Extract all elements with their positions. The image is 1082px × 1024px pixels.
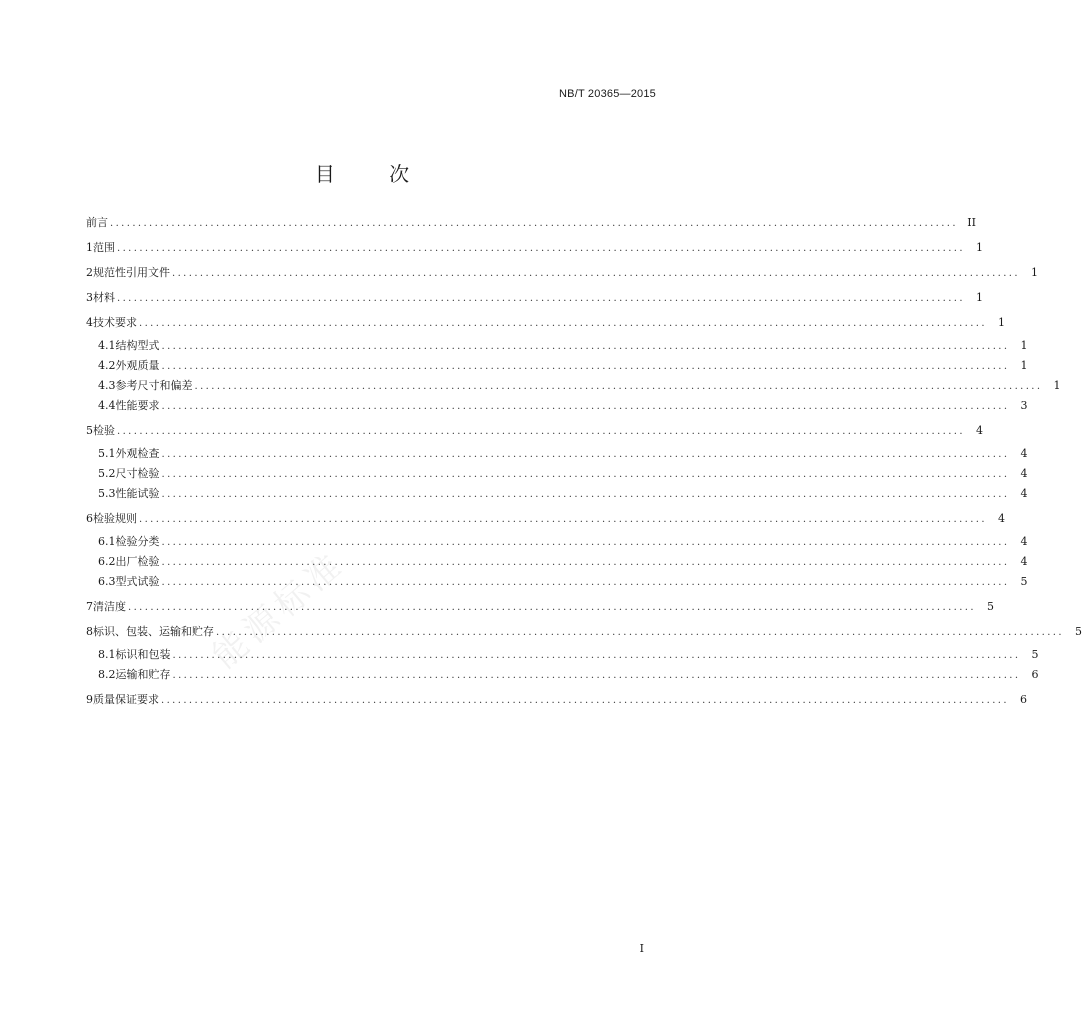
- toc-entry-label: 性能要求: [115, 399, 160, 412]
- toc-entry-label: 标识和包装: [115, 648, 171, 661]
- toc-entry-label: 质量保证要求: [93, 693, 159, 706]
- toc-entry-page: 5: [986, 600, 994, 613]
- dot-leader: ........................................................................................................................................................: [161, 449, 1010, 460]
- toc-entry[interactable]: [86, 623, 1082, 639]
- toc-entry-page: 6: [1031, 668, 1039, 681]
- toc-entry-page: 4: [975, 424, 983, 437]
- toc-subentry[interactable]: [86, 533, 1028, 549]
- toc-entry-label: 标识、包装、运输和贮存: [93, 625, 214, 638]
- dot-leader: ........................................................................................................................................................: [172, 670, 1021, 681]
- toc-entry-page: 6: [1019, 693, 1027, 706]
- toc-entry-number: 4.3: [98, 379, 116, 392]
- dot-leader: ........................................................................................................................................................: [117, 243, 965, 254]
- toc-entry-page: II: [967, 216, 976, 229]
- toc-entry-number: 6: [86, 512, 93, 525]
- dot-leader: ........................................................................................................................................................: [161, 577, 1010, 588]
- toc-subentry[interactable]: [86, 465, 1028, 481]
- dot-leader: ........................................................................................................................................................: [117, 426, 965, 437]
- toc-entry[interactable]: [86, 264, 1038, 280]
- toc-entry-number: 4.4: [98, 399, 116, 412]
- dot-leader: ........................................................................................................................................................: [161, 401, 1010, 412]
- dot-leader: ........................................................................................................................................................: [194, 381, 1043, 392]
- toc-entry[interactable]: [86, 239, 983, 255]
- toc-subentry[interactable]: [86, 485, 1028, 501]
- toc-entry[interactable]: [86, 598, 994, 614]
- toc-entry-number: 5: [86, 424, 93, 437]
- toc-entry-label: 出厂检验: [115, 555, 160, 568]
- toc-entry-label: 型式试验: [115, 575, 160, 588]
- toc-entry-label: 外观质量: [115, 359, 160, 372]
- toc-entry-label: 规范性引用文件: [93, 266, 170, 279]
- toc-entry-page: 1: [975, 291, 983, 304]
- dot-leader: ........................................................................................................................................................: [161, 489, 1010, 500]
- watermark: 能源标准: [205, 543, 354, 677]
- toc-entry-number: 4.2: [98, 359, 116, 372]
- dot-leader: ........................................................................................................................................................: [161, 341, 1010, 352]
- toc-entry-page: 5: [1074, 625, 1082, 638]
- toc-subentry[interactable]: [86, 377, 1061, 393]
- dot-leader: ........................................................................................................................................................: [139, 318, 987, 329]
- toc-entry[interactable]: [86, 289, 983, 305]
- toc-title: 目 次: [314, 162, 434, 186]
- toc-entry-number: 4.1: [98, 339, 116, 352]
- toc-entry-label: 检验分类: [115, 535, 160, 548]
- toc-entry-number: 6.3: [98, 575, 116, 588]
- toc-entry-label: 参考尺寸和偏差: [115, 379, 193, 392]
- dot-leader: ........................................................................................................................................................: [172, 268, 1020, 279]
- toc-entry-label: 检验: [93, 424, 115, 437]
- toc-entry-label: 范围: [93, 241, 115, 254]
- toc-entry-label: 技术要求: [93, 316, 137, 329]
- toc-subentry[interactable]: [86, 666, 1039, 682]
- dot-leader: ........................................................................................................................................................: [161, 695, 1009, 706]
- document-code: NB/T 20365—2015: [559, 88, 656, 100]
- toc-entry-page: 4: [1020, 535, 1028, 548]
- toc-entry[interactable]: [86, 422, 983, 438]
- toc-entry-number: 1: [86, 241, 93, 254]
- toc-entry-page: 1: [1030, 266, 1038, 279]
- toc-entry-number: 5.2: [98, 467, 116, 480]
- toc-entry-label: 清洁度: [93, 600, 126, 613]
- toc-subentry[interactable]: [86, 337, 1028, 353]
- dot-leader: ........................................................................................................................................................: [161, 361, 1010, 372]
- toc-entry[interactable]: [86, 214, 976, 230]
- toc-entry-page: 4: [1020, 555, 1028, 568]
- toc-entry-number: 4: [86, 316, 93, 329]
- toc-entry-label: 性能试验: [115, 487, 160, 500]
- toc-entry-label: 运输和贮存: [115, 668, 171, 681]
- toc-entry-label: 外观检查: [115, 447, 160, 460]
- toc-entry-page: 4: [1020, 447, 1028, 460]
- toc-entry-label: 结构型式: [115, 339, 160, 352]
- table-of-contents: [86, 214, 1082, 707]
- toc-entry[interactable]: [86, 510, 1005, 526]
- toc-subentry[interactable]: [86, 553, 1028, 569]
- toc-entry-page: 5: [1020, 575, 1028, 588]
- toc-entry-page: 1: [1053, 379, 1061, 392]
- toc-entry-number: 6.1: [98, 535, 116, 548]
- toc-entry-number: 7: [86, 600, 93, 613]
- dot-leader: ........................................................................................................................................................: [172, 650, 1021, 661]
- toc-subentry[interactable]: [86, 445, 1028, 461]
- dot-leader: ........................................................................................................................................................: [117, 293, 965, 304]
- toc-entry-number: 2: [86, 266, 93, 279]
- toc-entry-label: 尺寸检验: [115, 467, 160, 480]
- toc-entry-page: 3: [1020, 399, 1028, 412]
- toc-entry-number: 8.2: [98, 668, 116, 681]
- toc-entry-number: 6.2: [98, 555, 116, 568]
- dot-leader: ........................................................................................................................................................: [139, 514, 987, 525]
- toc-entry-page: 1: [1020, 359, 1028, 372]
- toc-entry-label: 前言: [86, 216, 108, 229]
- toc-entry-number: 8: [86, 625, 93, 638]
- toc-entry-page: 4: [1020, 487, 1028, 500]
- dot-leader: ........................................................................................................................................................: [216, 627, 1064, 638]
- toc-entry-number: 3: [86, 291, 93, 304]
- dot-leader: ........................................................................................................................................................: [110, 218, 958, 229]
- dot-leader: ........................................................................................................................................................: [128, 602, 976, 613]
- page-number: I: [639, 942, 644, 955]
- toc-entry-page: 4: [997, 512, 1005, 525]
- toc-entry-page: 1: [1020, 339, 1028, 352]
- toc-entry-number: 8.1: [98, 648, 116, 661]
- toc-entry-label: 检验规则: [93, 512, 137, 525]
- toc-subentry[interactable]: [86, 357, 1028, 373]
- toc-entry-label: 材料: [93, 291, 115, 304]
- toc-entry-number: 5.1: [98, 447, 116, 460]
- toc-entry-page: 1: [975, 241, 983, 254]
- toc-subentry[interactable]: [86, 646, 1039, 662]
- dot-leader: ........................................................................................................................................................: [161, 469, 1010, 480]
- toc-subentry[interactable]: [86, 397, 1028, 413]
- toc-entry[interactable]: [86, 314, 1005, 330]
- toc-entry-number: 5.3: [98, 487, 116, 500]
- toc-entry-number: 9: [86, 693, 93, 706]
- dot-leader: ........................................................................................................................................................: [161, 557, 1010, 568]
- toc-entry-page: 1: [997, 316, 1005, 329]
- toc-entry-page: 4: [1020, 467, 1028, 480]
- dot-leader: ........................................................................................................................................................: [161, 537, 1010, 548]
- toc-entry[interactable]: [86, 691, 1027, 707]
- toc-entry-page: 5: [1031, 648, 1039, 661]
- toc-subentry[interactable]: [86, 573, 1028, 589]
